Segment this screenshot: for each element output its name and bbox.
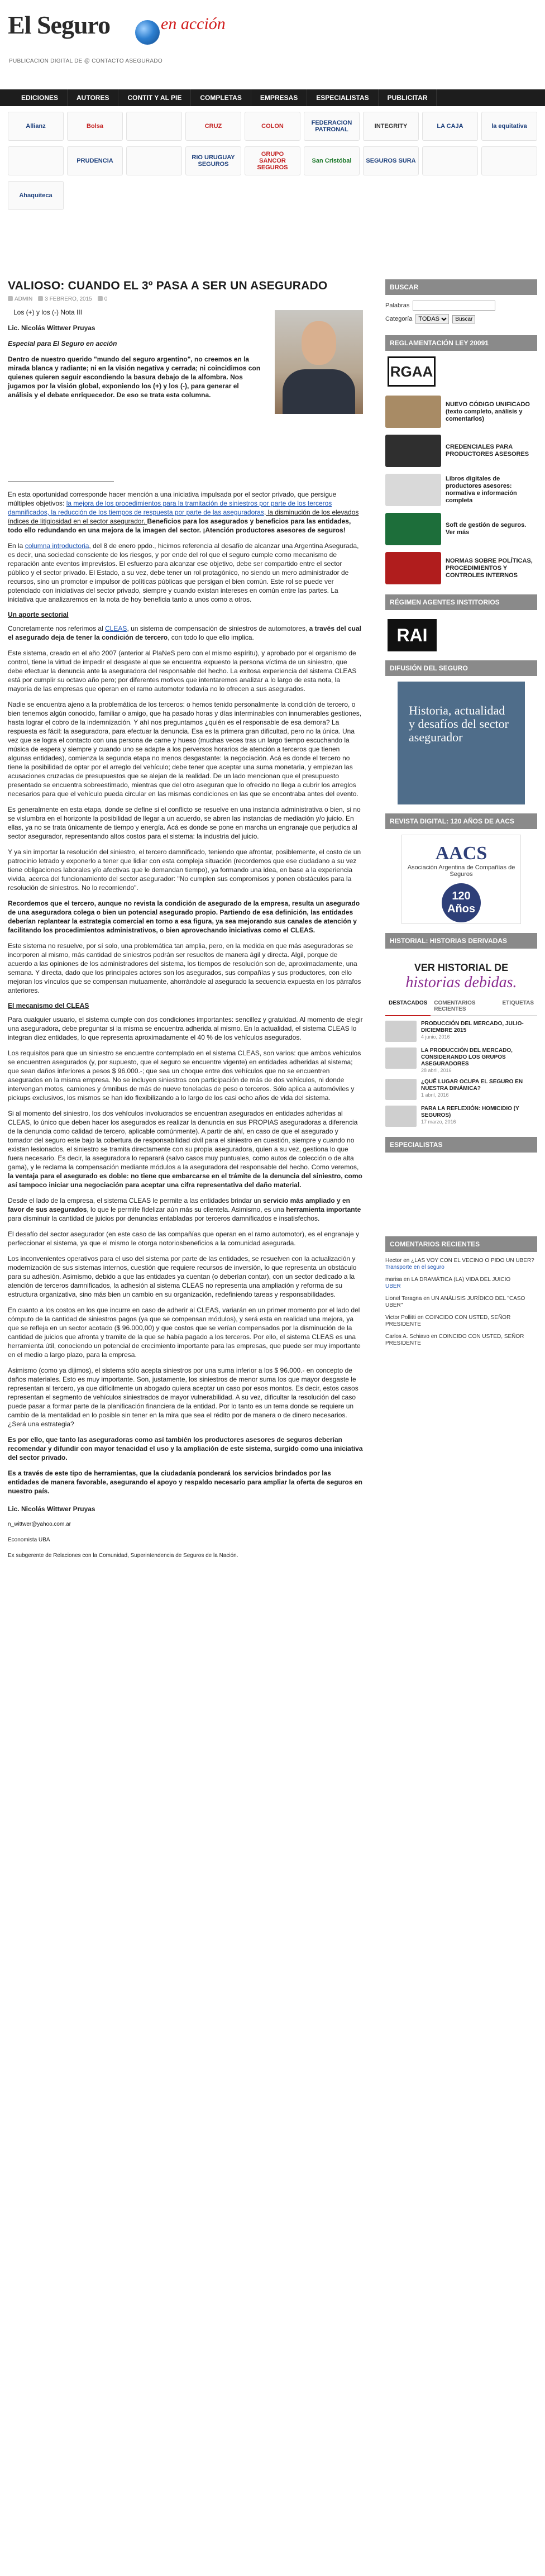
inline-link[interactable]: CLEAS (105, 625, 127, 632)
sponsor-logos (8, 112, 537, 246)
paragraph: En esta oportunidad corresponde hacer mención a una iniciativa impulsada por el sector privado, que persigue múltiples objetivos: la mejora de los procedimientos para la tramitación de siniestros por parte de los terceros damnificados, la reducción de los tiempos de respuesta por parte de las aseguradoras, la disminución de los elevados índices de litigiosidad en el sector asegurador. Beneficios para los asegurados y beneficios para las entidades, todo ello redundando en una mejora de la imagen del sector. ¡Atención productores asesores de seguros! (8, 491, 359, 534)
paragraph: Y ya sin importar la resolución del siniestro, el tercero damnificado, teniendo que afrontar, posiblemente, el costo de un patrocinio letrado y exponerlo a tener que lidiar con esta compleja situación (recordemos que ese ciudadano a su vez tiene obligaciones laborales y/o afectivas que le demandan tiempo), ya formando una idea, en base a la experiencia vivida, acerca del funcionamiento del sector asegurador: "No cumplen sus compromisos y ponen obstáculos para la resolución de siniestros. No lo recomiendo". (8, 848, 361, 892)
sponsor-logo[interactable]: COLON (245, 112, 300, 141)
widget-header: REVISTA DIGITAL: 120 AÑOS DE AACS (385, 813, 537, 829)
sponsor-logo[interactable]: Bolsa (67, 112, 123, 141)
category-select[interactable] (415, 314, 449, 324)
globe-icon (135, 20, 160, 45)
article-lead: Dentro de nuestro querido "mundo del seguro argentino", no creemos en la mirada blanca y radiante; ni en la visión negativa y cerrada; ni coincidimos con quienes quieren seguir escondiendo la basura debajo de la alfombra. Nos jugamos por la visión global, exponiendo los (+) y los (-), para generar el análisis y el debate enriquecedor. De eso se trata esta columna. (8, 355, 261, 399)
rgaa-logo[interactable]: RGAA (388, 356, 436, 387)
thumbnail (385, 1047, 417, 1069)
article-intro (8, 308, 363, 473)
comment-item[interactable]: Hector en ¿LAS VOY CON EL VECINO O PIDO UN UBER? Transporte en el seguro (385, 1258, 534, 1270)
paragraph: Este sistema, creado en el año 2007 (anterior al PlaNeS pero con el mismo espíritu), y aprobado por el organismo de control, tiene la virtud de impedir el desgaste al que se encuentra expuesto la persona víctima de un siniestro, que debe efectuar la denuncia ante la aseguradora del responsable del hecho. La exitosa experiencia del sistema CLEAS está por cumplir su octavo año pero; por diferentes motivos que intentaremos analizar a lo largo de esta nota, la mayoría de las empresas que operan en el ramo automotor todavía no lo ofrecen a sus asegurados. (8, 649, 357, 693)
paragraph: En cuanto a los costos en los que incurre en caso de adherir al CLEAS, variarán en un primer momento por el lado del cómputo de la cantidad de siniestros pagos (ya que se compensan módulos), y será esta en realidad una mejora, ya que se refleja en un sector acotado ($ 96.000,00) y que costos que se verían compensados por la disminución de la cantidad de juicios que afronta y tramite de la que se había pagado a los terceros. Por ello, el sistema CLEAS es una herramienta útil, conociendo un potencial de crecimiento importante para las empresas, que puede ser muy importante en el medio a largo plazo, para la empresa. (8, 1306, 361, 1359)
article-byline-sub: Especial para El Seguro en acción (8, 340, 117, 347)
paragraph: Nadie se encuentra ajeno a la problemática de los terceros: o hemos tenido personalmente la condición de tercero, o bien tenemos algún conocido, familiar o amigo, que ha pasado horas y días interminables con innumerables gestiones, hasta lograr el cobro de la indemnización. Y ahí nos preguntamos ¿quién es el responsable de esa demora? La respuesta es fácil: la aseguradora, para efectuar la denuncia. Esa es la primera gran dificultad, pero no la única. Una vez que se logra el contacto con una persona de carne y hueso (muchas veces tras un largo tiempo escuchando la música de espera y siempre y cuando uno se adapte a los perversos horarios de atención a terceros que tienen algunas entidades), comienza la segunda etapa no menos desgastante: la negociación. Acá es donde el tercero no tiene la posibilidad de optar por el arreglo del vehículo; debe tener que aceptar una suma monetaria, y empiezan las acusaciones cruzadas de presupuestos que se alejan de la realidad. De un lado mencionan que el presupuesto presentado se encuentra sobreestimado, mientras que del otro aseguran que lo ofrecido no llega a cubrir los arreglos necesarios para que el vehículo pueda circular en las mismas condiciones en las que se encontraba antes del evento. (8, 701, 362, 798)
nav-empresas[interactable]: EMPRESAS (251, 89, 307, 106)
footnote: Ex subgerente de Relaciones con la Comunidad, Superintendencia de Seguros de la Nación. (8, 1553, 238, 1559)
fraud-icon (385, 552, 441, 584)
tab-bar (385, 997, 537, 1016)
article-title: VALIOSO: CUANDO EL 3º PASA A SER UN ASEGURADO (8, 279, 328, 292)
inline-link[interactable]: columna introductoria (25, 542, 89, 550)
promo-item[interactable]: Libros digitales de productores asesores: normativa e información completa (385, 474, 537, 506)
sponsor-logo[interactable]: SEGUROS SURA (363, 146, 419, 175)
main-nav (0, 89, 545, 106)
site-header (0, 0, 545, 89)
site-logo[interactable] (8, 10, 242, 72)
brand-accent: en acción (161, 15, 226, 33)
inline-link[interactable]: la mejora de los procedimientos para la tramitación de siniestros por parte de los terceros damnificados, la reducción de los tiempos de respuesta por parte de las aseguradoras (8, 499, 332, 516)
widget-header: DIFUSIÓN DEL SEGURO (385, 660, 537, 676)
sponsor-logo[interactable]: CRUZ (185, 112, 241, 141)
promo-item[interactable]: Soft de gestión de seguros. Ver más (385, 513, 537, 545)
sidebar (385, 279, 537, 1353)
promo-item[interactable]: CREDENCIALES PARA PRODUCTORES ASESORES (385, 435, 537, 467)
thumbnail (385, 1106, 417, 1127)
search-row: Palabras (385, 301, 537, 311)
especialistas-placeholder (385, 1158, 537, 1236)
tab-comentarios[interactable]: COMENTARIOS RECIENTES (434, 1000, 476, 1012)
paragraph: Es generalmente en esta etapa, donde se define si el conflicto se resuelve en una instancia administrativa o bien, si no se vislumbra en el horizonte la posibilidad de llegar a un acuerdo, se abren las instancias de mediación y/o juicio. En ellas, ya no se trata únicamente de tiempo y energía. Acá es donde se pone en marcha un engranaje que perjudica al sector asegurador, representando altos costos para el sistema: la industria del juicio. (8, 806, 361, 840)
nav-autores[interactable]: AUTORES (68, 89, 118, 106)
paragraph: Desde el lado de la empresa, el sistema CLEAS le permite a las entidades brindar un servicio más ampliado y en favor de sus asegurados, lo que le permite fidelizar aún más su clientela. Asimismo, es una herramienta importante para disminuir la cantidad de juicios por denuncias entabladas por terceros damnificados e insatisfechos. (8, 1197, 361, 1222)
nav-contit[interactable]: CONTIT Y AL PIE (118, 89, 191, 106)
date-meta: 3 FEBRERO, 2015 (38, 296, 92, 302)
comment-item[interactable]: Victor Pollitti en COINCIDO CON USTED, SEÑOR PRESIDENTE (385, 1315, 511, 1327)
sponsor-logo[interactable] (126, 146, 182, 175)
ebook-icon (385, 474, 441, 506)
sponsor-logo[interactable]: Ahaquiteca (8, 181, 64, 210)
comment-icon (98, 296, 103, 301)
credential-icon (385, 435, 441, 467)
comment-item[interactable]: Carlos A. Schiavo en COINCIDO CON USTED, SEÑOR PRESIDENTE (385, 1334, 524, 1346)
promo-item[interactable]: NORMAS SOBRE POLÍTICAS, PROCEDIMIENTOS Y CONTROLES INTERNOS (385, 552, 537, 584)
list-item[interactable]: PARA LA REFLEXIÓN: HOMICIDIO (Y SEGUROS) 17 marzo, 2016 (385, 1106, 537, 1127)
article (8, 279, 363, 1567)
user-icon (8, 296, 13, 301)
paragraph: En la columna introductoria, del 8 de enero ppdo., hicimos referencia al desafío de alcanzar una Argentina Asegurada, es decir, una sociedad consciente de los riesgos, y por ende del rol que el seguro cumple como mecanismo de reparación ante eventos imprevistos. El esfuerzo para alcanzar ese objetivo, debe ser compartido entre el sector público y el sector privado. El Estado, a su vez, debe tener un rol protagónico, no siendo un mero administrador de recursos, sino un promotor e impulsor de políticas públicas que persigan el bien común. Este rol se puede ver potenciado con iniciativas del sector privado, siempre y cuando existan intereses en común entre las partes. La iniciativa que analizaremos en la nota de hoy beneficia tanto a unos como a otros. (8, 542, 359, 603)
list-item[interactable]: PRODUCCIÓN DEL MERCADO, JULIO-DICIEMBRE 2015 4 junio, 2016 (385, 1021, 537, 1042)
signature-email[interactable]: n_wittwer@yahoo.com.ar (8, 1521, 71, 1527)
brand-tagline: PUBLICACION DIGITAL DE @ CONTACTO ASEGURADO (9, 58, 162, 64)
comments-meta[interactable]: 0 (98, 296, 108, 302)
section-heading: El mecanismo del CLEAS (8, 1002, 89, 1010)
paragraph: Si al momento del siniestro, los dos vehículos involucrados se encuentran asegurados en entidades adheridas al CLEAS, lo único que deben hacer los asegurados es realizar la denuncia en sus PROPIAS aseguradoras a diferencia de la denuncia como calidad de tercero, aplicable comúnmente). A partir de ahí, en caso de que el asegurado y tomador del seguro este bajo la cobertura de responsabilidad civil para el siniestro en cuestión, siempre y cuando no existan lesionados, el siniestro se tramita directamente con su propia aseguradora, quien a su vez, gestiona lo que fuera necesario. Es decir, la aseguradora lo reparará (salvo casos muy puntuales, como autos de colección o de alta gama), y le reclama la compensación mediante módulos a la aseguradora del responsable del hecho. Como veremos, la ventaja para el asegurado es doble: no tiene que embarcarse en el trámite de la denuncia del siniestro, como así tampoco iniciar una negociación para aceptar una cifra representativa del daño material. (8, 1110, 362, 1189)
author-meta[interactable]: ADMIN (8, 296, 32, 302)
author-photo (275, 310, 363, 414)
widget-header: ESPECIALISTAS (385, 1137, 537, 1153)
sponsor-logo[interactable]: INTEGRITY (363, 112, 419, 141)
sponsor-logo[interactable]: San Cristóbal (304, 146, 360, 175)
paragraph: Este sistema no resuelve, por sí solo, una problemática tan amplia, pero, en la medida en que más aseguradoras se incorporen al mismo, más cantidad de siniestros podrán ser resueltos de manera ágil y directa. Algil, porque de acuerdo a las opiniones de los administradores del sistema, los tiempos de resolución son de, aproximadamente, una semana. Y directa, dado que los principales actores son los asegurados, sus compañías y sus productores, con ello mejoran los vínculos que se compensan mutuamente, ahorrándole al asegurado la secuencia expuesta en los párrafos anteriores. (8, 942, 361, 994)
sponsor-logo[interactable]: Allianz (8, 112, 64, 141)
paragraph: Los inconvenientes operativos para el uso del sistema por parte de las entidades, se resuelven con la actualización y modernización de sus sistemas internos, cuestión que requiere recursos de inversión, lo que representa un obstáculo para su adhesión. Asimismo, debido a que las entidades ya cuentan (o deberían contar), con un sector dedicado a la atención de terceros damnificados, la adhesión al sistema CLEAS no representa una ampliación y reforma de su estructura organizativa, sino más bien un cambio en su organización, redefiniendo tareas y responsabilidades. (8, 1255, 357, 1298)
nav-especialistas[interactable]: ESPECIALISTAS (307, 89, 378, 106)
paragraph: Recordemos que el tercero, aunque no revista la condición de asegurado de la empresa, resulta un asegurado de una aseguradora colega o bien un potencial asegurado propio. Partiendo de esa definición, las entidades deberían replantear la estrategia comercial en torno a esa figura, ya sea mejorando sus canales de atención y facilitando los procedimientos administrativos, o bien aprovechando iniciativas como el CLEAS. (8, 899, 360, 934)
widget-header: REGLAMENTACIÓN LEY 20091 (385, 335, 537, 351)
sponsor-logo[interactable]: PRUDENCIA (67, 146, 123, 175)
nav-publicitar[interactable]: PUBLICITAR (379, 89, 437, 106)
nav-completas[interactable]: COMPLETAS (191, 89, 251, 106)
paragraph: Es a través de este tipo de herramientas, que la ciudadanía ponderará los servicios brindados por las entidades de manera favorable, asegurando el apoyo y respaldo necesario para ampliar la oferta de seguros en nuestro país. (8, 1469, 362, 1495)
tab-destacados[interactable]: DESTACADOS (385, 997, 431, 1016)
historias-banner[interactable]: VER HISTORIAL DE historias debidas. (405, 962, 517, 991)
signature-place: Economista UBA (8, 1537, 50, 1543)
sponsor-logo[interactable] (422, 146, 478, 175)
widget-header: HISTORIAL: HISTORIAS DERIVADAS (385, 933, 537, 949)
article-byline: Lic. Nicolás Wittwer Pruyas (8, 324, 95, 332)
paragraph: Los requisitos para que un siniestro se encuentre contemplado en el sistema CLEAS, son varios: que ambos vehículos se encuentren asegurados (y, por supuesto, que el seguro se encuentre vigente) en entidades adheridas al sistema; que sean daños inferiores a pesos $ 96.000.-; que sea un choque entre dos vehículos que no se encuentren asegurados en la misma empresa. No se incluyen siniestros con participación de más de dos vehículos, ni donde intervengan motos, camiones y ómnibus de más de nueve toneladas de peso o terceros. Sólo aplica a automóviles y pickups exclusivos, los mismos se han ido flexibilizando a lo largo de los casi ocho años de vida del sistema. (8, 1049, 361, 1102)
book-cover[interactable]: Historia, actualidad y desafíos del sector asegurador (398, 682, 525, 804)
sponsor-logo[interactable] (126, 112, 182, 141)
anniversary-badge: 120 Años (442, 883, 481, 922)
thumbnail (385, 1079, 417, 1100)
software-icon (385, 513, 441, 545)
sponsor-logo[interactable]: LA CAJA (422, 112, 478, 141)
category-row: Categoría TODAS Buscar (385, 314, 537, 324)
nav-ediciones[interactable]: EDICIONES (12, 89, 68, 106)
paragraph: Concretamente nos referimos al CLEAS, un sistema de compensación de siniestros de automotores, a través del cual el asegurado deja de tener la condición de tercero, con todo lo que ello implica. (8, 625, 362, 641)
paragraph: Para cualquier usuario, el sistema cumple con dos condiciones importantes: sencillez y gratuidad. Al momento de elegir una aseguradora, debe preguntar si la misma se encuentra adherida al mismo. En la actualidad, el sistema CLEAS lo integran diez entidades, lo que representa aproximadamente el 40 % de los vehículos asegurados. (8, 1016, 363, 1041)
widget-header: COMENTARIOS RECIENTES (385, 1236, 537, 1252)
promo-item[interactable]: NUEVO CÓDIGO UNIFICADO (texto completo, análisis y comentarios) (385, 396, 537, 428)
sponsor-logo[interactable]: GRUPO SANCOR SEGUROS (245, 146, 300, 175)
article-heading: Los (+) y los (-) Nota III (13, 308, 83, 316)
brand-main: El Seguro (8, 11, 111, 39)
sponsor-logo[interactable] (481, 146, 537, 175)
thumbnail (385, 1021, 417, 1042)
paragraph: El desafío del sector asegurador (en este caso de las compañías que operan en el ramo automotor), es el engranaje y perfeccionar el sistema, ya que el mismo le otorga notoriosbeneficios a la comunidad asegurada. (8, 1230, 360, 1247)
paragraph: Es por ello, que tanto las aseguradoras como así también los productores asesores de seguros deberían recomendar y difundir con mayor tenacidad el uso y la ampliación de este sistema, surgido como una iniciativa del sector privado. (8, 1436, 363, 1461)
tab-etiquetas[interactable]: ETIQUETAS (502, 1000, 534, 1006)
sponsor-logo[interactable]: FEDERACION PATRONAL (304, 112, 360, 141)
aacs-magazine[interactable]: AACS Asociación Argentina de Compañías de Seguros 120 Años (401, 835, 521, 924)
list-item[interactable]: ¿QUÉ LUGAR OCUPA EL SEGURO EN NUESTRA DINÁMICA? 1 abril, 2016 (385, 1079, 537, 1100)
sponsor-logo[interactable] (8, 146, 64, 175)
section-heading: Un aporte sectorial (8, 611, 69, 618)
calendar-icon (38, 296, 43, 301)
list-item[interactable]: LA PRODUCCIÓN DEL MERCADO, CONSIDERANDO LOS GRUPOS ASEGURADORES 28 abril, 2016 (385, 1047, 537, 1073)
sponsor-logo[interactable]: la equitativa (481, 112, 537, 141)
sponsor-logo[interactable]: RIO URUGUAY SEGUROS (185, 146, 241, 175)
article-meta (8, 296, 363, 302)
widget-header: RÉGIMEN AGENTES INSTITORIOS (385, 594, 537, 610)
search-button[interactable]: Buscar (452, 315, 475, 323)
comment-item[interactable]: Lionel Teragna en UN ANÁLISIS JURÍDICO DEL "CASO UBER" (385, 1296, 525, 1308)
book-icon (385, 396, 441, 428)
rai-logo[interactable]: RAI (388, 619, 437, 651)
widget-header: BUSCAR (385, 279, 537, 295)
signature-name: Lic. Nicolás Wittwer Pruyas (8, 1505, 95, 1513)
paragraph: Asimismo (como ya dijimos), el sistema sólo acepta siniestros por una suma inferior a los $ 96.000.- en concepto de daños materiales. Esto es muy importante. Son, justamente, los siniestros de menor suma los que mayor desgaste le representan al tercero, ya que difícilmente un abogado quiera aceptar un caso por esos montos. Es decir, estos casos representan el segmento de vehículos siniestrados de mayor vulnerabilidad. A su vez, dificultar la resolución del caso puede pasar a formar parte de la planificación financiera de la entidad. Por lo tanto es un tema donde se requiere un cambio de la mentalidad en lo posible sin tener en la mira que sea el rédito por de manera o de dinero necesarios. ¿Será una estrategia? (8, 1366, 358, 1428)
search-input[interactable] (413, 301, 495, 311)
comment-item[interactable]: marisa en LA DRAMÁTICA (LA) VIDA DEL JUICIO UBER (385, 1277, 511, 1289)
